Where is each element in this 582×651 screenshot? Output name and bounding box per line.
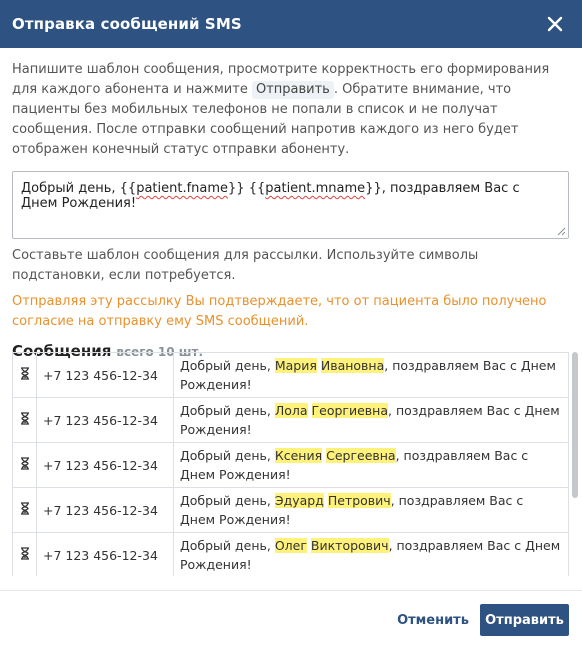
message-mname: Георгиевна [311,403,389,418]
table-row [13,443,569,488]
message-mname: Ивановна [320,358,385,373]
dialog-header [0,0,582,48]
message-prefix: Добрый день, [180,538,275,553]
status-cell [13,488,37,533]
hourglass-icon [20,457,30,470]
message-fname: Эдуард [274,493,324,508]
phone-cell: +7 123 456-12-34 [37,398,174,443]
phone-cell: +7 123 456-12-34 [37,353,174,398]
hourglass-icon [20,367,30,380]
message-fname: Олег [274,538,307,553]
status-cell [13,398,37,443]
intro-text [12,60,570,160]
template-hint: Составьте шаблон сообщения для рассылки. Используйте символы подстановки, если потребуется. [12,248,479,283]
message-fname: Ксения [274,448,323,463]
status-cell [13,353,37,398]
close-icon [547,16,563,32]
dialog-body [12,60,570,360]
messages-count: всего 10 шт. [116,345,204,359]
hourglass-icon [20,547,30,560]
message-prefix: Добрый день, [180,403,275,418]
hourglass-icon [20,502,30,515]
table-row [13,533,569,577]
template-text-mid: }} {{ [228,181,266,196]
message-suffix: , поздравляем Вас с Днем Рождения! [180,448,529,482]
phone-cell: +7 123 456-12-34 [37,533,174,577]
message-prefix: Добрый день, [180,448,275,463]
phone-cell: +7 123 456-12-34 [37,443,174,488]
message-mname: Петрович [327,493,391,508]
status-cell [13,533,37,577]
hourglass-icon [20,412,30,425]
message-fname: Мария [274,358,317,373]
phone-cell: +7 123 456-12-34 [37,488,174,533]
status-cell [13,443,37,488]
template-token-fname: patient.fname [136,181,229,196]
message-cell [174,443,569,488]
message-mname: Сергеевна [326,448,396,463]
message-cell [174,353,569,398]
message-prefix: Добрый день, [180,493,275,508]
message-suffix: , поздравляем Вас с Днем Рождения! [180,358,556,392]
template-text-after: }}, поздравляем Вас с Днем Рождения! [21,181,520,211]
table-row [13,353,569,398]
resize-grip-icon[interactable] [557,227,566,236]
template-textarea[interactable] [12,171,569,239]
cancel-button[interactable]: Отменить [397,612,469,628]
message-suffix: , поздравляем Вас с Днем Рождения! [180,403,560,437]
intro-part2: . Обратите внимание, что пациенты без мобильных телефонов не попали в список и не получат сообщения. После отправки сообщений напротив каждого из него будет отображен конечный статус отправки абоненту. [12,82,519,157]
message-mname: Викторович [310,538,389,553]
message-fname: Лола [274,403,308,418]
send-button-reference: Отправить [252,81,334,99]
template-token-mname: patient.mname [265,181,366,196]
message-prefix: Добрый день, [180,358,275,373]
template-text-before: Добрый день, {{ [21,181,137,196]
table-row [13,398,569,443]
message-suffix: , поздравляем Вас с Днем Рождения! [180,538,561,572]
dialog-title: Отправка сообщений SMS [12,15,242,33]
messages-table [12,352,569,576]
message-cell [174,398,569,443]
consent-warning: Отправляя эту рассылку Вы подтверждаете, что от пациента было получено согласие на отправку ему SMS сообщений. [12,294,547,329]
messages-title: Сообщения [12,342,112,360]
footer-divider [0,590,582,591]
messages-scrollbar[interactable] [572,352,578,498]
close-button[interactable] [542,11,568,37]
message-cell [174,488,569,533]
send-button[interactable]: Отправить [480,604,569,636]
table-row [13,488,569,533]
message-cell [174,533,569,577]
message-suffix: , поздравляем Вас с Днем Рождения! [180,493,524,527]
messages-table-container[interactable] [12,352,581,576]
intro-part1: Напишите шаблон сообщения, просмотрите корректность его формирования для каждого абонента и нажмите [12,62,550,97]
